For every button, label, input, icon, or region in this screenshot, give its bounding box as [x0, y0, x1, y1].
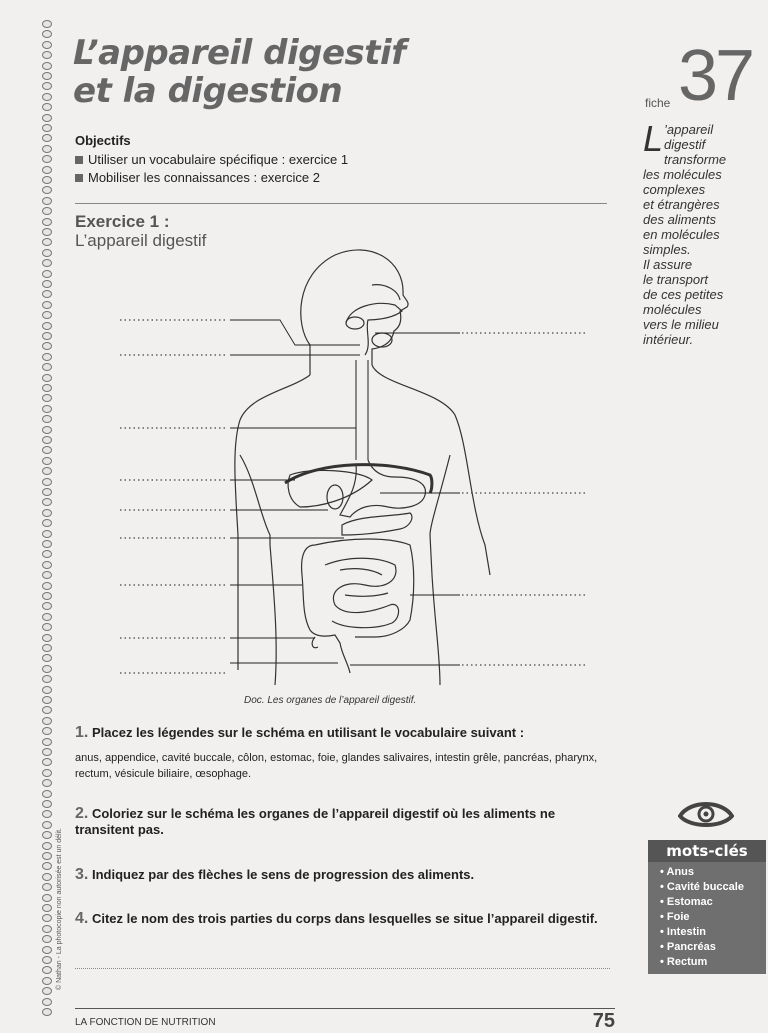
- binding-hole: [42, 821, 52, 829]
- objective-item: Mobiliser les connaissances : exercice 2: [75, 170, 348, 185]
- copyright-note: © Nathan - La photocopie non autorisée est un délit.: [56, 828, 63, 990]
- binding-hole: [42, 488, 52, 496]
- binding-hole: [42, 322, 52, 330]
- binding-hole: [42, 467, 52, 475]
- binding-hole: [42, 748, 52, 756]
- side-note-line: complexes: [643, 182, 706, 197]
- section-divider: [75, 203, 607, 204]
- side-note-line: le transport: [643, 272, 709, 287]
- binding-hole: [42, 810, 52, 818]
- binding-hole: [42, 582, 52, 590]
- binding-hole: [42, 873, 52, 881]
- binding-hole: [42, 987, 52, 995]
- binding-hole: [42, 311, 52, 319]
- square-bullet-icon: [75, 156, 83, 164]
- binding-hole: [42, 114, 52, 122]
- binding-hole: [42, 602, 52, 610]
- binding-hole: [42, 706, 52, 714]
- binding-hole: [42, 415, 52, 423]
- binding-hole: [42, 769, 52, 777]
- side-note-line: simples.: [643, 242, 691, 257]
- side-note-line: intérieur.: [643, 332, 694, 347]
- pancreas: [342, 513, 412, 535]
- binding-hole: [42, 842, 52, 850]
- square-bullet-icon: [75, 174, 83, 182]
- page-title: [73, 34, 406, 110]
- keyword-item: • Rectum: [660, 956, 708, 968]
- vocabulary-list: anus, appendice, cavité buccale, côlon, estomac, foie, glandes salivaires, intestin grêle, pancréas, pharynx, rectum, vésicule biliaire, œsophage.: [75, 752, 598, 780]
- binding-hole: [42, 332, 52, 340]
- objectives-heading: Objectifs: [75, 133, 131, 148]
- side-note-line: et étrangères: [643, 197, 720, 212]
- binding-hole: [42, 654, 52, 662]
- binding-hole: [42, 176, 52, 184]
- binding-hole: [42, 966, 52, 974]
- binding-hole: [42, 41, 52, 49]
- binding-hole: [42, 738, 52, 746]
- binding-hole: [42, 353, 52, 361]
- binding-hole: [42, 831, 52, 839]
- binding-hole: [42, 644, 52, 652]
- binding-hole: [42, 446, 52, 454]
- binding-hole: [42, 686, 52, 694]
- binding-hole: [42, 301, 52, 309]
- side-note-line: molécules: [643, 302, 702, 317]
- salivary-gland: [372, 333, 392, 347]
- diagram-caption: Doc. Les organes de l’appareil digestif.: [244, 695, 417, 706]
- binding-hole: [42, 675, 52, 683]
- side-note-line: des aliments: [643, 212, 716, 227]
- binding-hole: [42, 883, 52, 891]
- binding-hole: [42, 207, 52, 215]
- binding-hole: [42, 509, 52, 517]
- binding-hole: [42, 249, 52, 257]
- binding-hole: [42, 103, 52, 111]
- eye-icon: [678, 796, 734, 832]
- binding-hole: [42, 30, 52, 38]
- side-note-dropcap: L: [643, 118, 664, 159]
- binding-hole: [42, 925, 52, 933]
- keyword-item: • Foie: [660, 911, 690, 923]
- torso-outline: [235, 375, 310, 670]
- side-note-line: les molécules: [643, 167, 722, 182]
- keyword-item: • Anus: [660, 866, 694, 878]
- question-2: 2. Coloriez sur le schéma les organes de l’appareil digestif où les aliments ne transitent pas.: [75, 805, 556, 837]
- binding-hole: [42, 436, 52, 444]
- keyword-item: • Intestin: [660, 926, 707, 938]
- binding-hole: [42, 665, 52, 673]
- binding-hole: [42, 1008, 52, 1016]
- binding-hole: [42, 290, 52, 298]
- binding-hole: [42, 634, 52, 642]
- binding-hole: [42, 561, 52, 569]
- binding-hole: [42, 904, 52, 912]
- binding-hole: [42, 998, 52, 1006]
- digestive-system-diagram: [110, 245, 600, 685]
- binding-hole: [42, 977, 52, 985]
- exercise-1-title: Exercice 1 :: [75, 212, 170, 231]
- footer-section: LA FONCTION DE NUTRITION: [75, 1017, 216, 1028]
- binding-hole: [42, 218, 52, 226]
- appendix: [312, 637, 318, 648]
- binding-hole: [42, 197, 52, 205]
- binding-hole: [42, 166, 52, 174]
- binding-hole: [42, 62, 52, 70]
- binding-hole: [42, 270, 52, 278]
- binding-hole: [42, 613, 52, 621]
- binding-hole: [42, 592, 52, 600]
- binding-hole: [42, 93, 52, 101]
- side-note-line: digestif: [664, 137, 706, 152]
- binding-hole: [42, 696, 52, 704]
- binding-hole: [42, 405, 52, 413]
- binding-hole: [42, 623, 52, 631]
- binding-hole: [42, 800, 52, 808]
- exercise-1-subtitle: L’appareil digestif: [75, 231, 207, 250]
- binding-hole: [42, 228, 52, 236]
- side-note-line: transforme: [664, 152, 727, 167]
- binding-hole: [42, 727, 52, 735]
- fiche-number: 37: [678, 36, 753, 116]
- side-note-line: vers le milieu: [643, 317, 719, 332]
- keyword-item: • Estomac: [660, 896, 713, 908]
- binding-hole: [42, 498, 52, 506]
- side-note-line: ’appareil: [664, 122, 714, 137]
- binding-hole: [42, 259, 52, 267]
- page-footer: [75, 1008, 615, 1032]
- binding-hole: [42, 155, 52, 163]
- binding-hole: [42, 540, 52, 548]
- binding-hole: [42, 862, 52, 870]
- binding-hole: [42, 956, 52, 964]
- binding-hole: [42, 457, 52, 465]
- question-3: 3. Indiquez par des flèches le sens de progression des aliments.: [75, 866, 475, 883]
- binding-hole: [42, 946, 52, 954]
- binding-hole: [42, 124, 52, 132]
- binding-hole: [42, 384, 52, 392]
- question-4: 4. Citez le nom des trois parties du corps dans lesquelles se situe l’appareil digestif.: [75, 910, 598, 927]
- title-line-2: et la digestion: [73, 71, 343, 111]
- keywords-heading: mots-clés: [648, 840, 766, 862]
- side-note-line: en molécules: [643, 227, 720, 242]
- binding-hole: [42, 72, 52, 80]
- binding-hole: [42, 852, 52, 860]
- binding-hole: [42, 363, 52, 371]
- keywords-box: [648, 840, 766, 974]
- side-note-line: Il assure: [643, 257, 693, 272]
- binding-hole: [42, 238, 52, 246]
- page-number: 75: [592, 1010, 615, 1032]
- binding-hole: [42, 145, 52, 153]
- binding-hole: [42, 571, 52, 579]
- keyword-item: • Pancréas: [660, 941, 716, 953]
- binding-hole: [42, 550, 52, 558]
- binding-hole: [42, 914, 52, 922]
- keyword-item: • Cavité buccale: [660, 881, 744, 893]
- binding-hole: [42, 20, 52, 28]
- binding-hole: [42, 280, 52, 288]
- binding-hole: [42, 478, 52, 486]
- binding-hole: [42, 717, 52, 725]
- side-note-line: de ces petites: [643, 287, 724, 302]
- spiral-binding: [40, 20, 56, 1020]
- objective-item: Utiliser un vocabulaire spécifique : exercice 1: [75, 152, 348, 167]
- binding-hole: [42, 758, 52, 766]
- binding-hole: [42, 186, 52, 194]
- salivary-gland: [346, 317, 364, 329]
- esophagus: [356, 360, 368, 460]
- objectives: [75, 133, 348, 188]
- binding-hole: [42, 790, 52, 798]
- binding-hole: [42, 374, 52, 382]
- fiche-label: fiche: [645, 96, 671, 110]
- binding-hole: [42, 894, 52, 902]
- answer-line[interactable]: [75, 968, 610, 969]
- binding-hole: [42, 394, 52, 402]
- question-1: 1. Placez les légendes sur le schéma en utilisant le vocabulaire suivant :: [75, 724, 525, 741]
- binding-hole: [42, 935, 52, 943]
- side-note: [643, 118, 761, 347]
- binding-hole: [42, 519, 52, 527]
- binding-hole: [42, 779, 52, 787]
- binding-hole: [42, 530, 52, 538]
- binding-hole: [42, 82, 52, 90]
- binding-hole: [42, 426, 52, 434]
- gallbladder: [327, 485, 343, 509]
- binding-hole: [42, 51, 52, 59]
- title-line-1: L’appareil digestif: [73, 33, 406, 73]
- binding-hole: [42, 134, 52, 142]
- binding-hole: [42, 342, 52, 350]
- head-outline: [301, 250, 408, 365]
